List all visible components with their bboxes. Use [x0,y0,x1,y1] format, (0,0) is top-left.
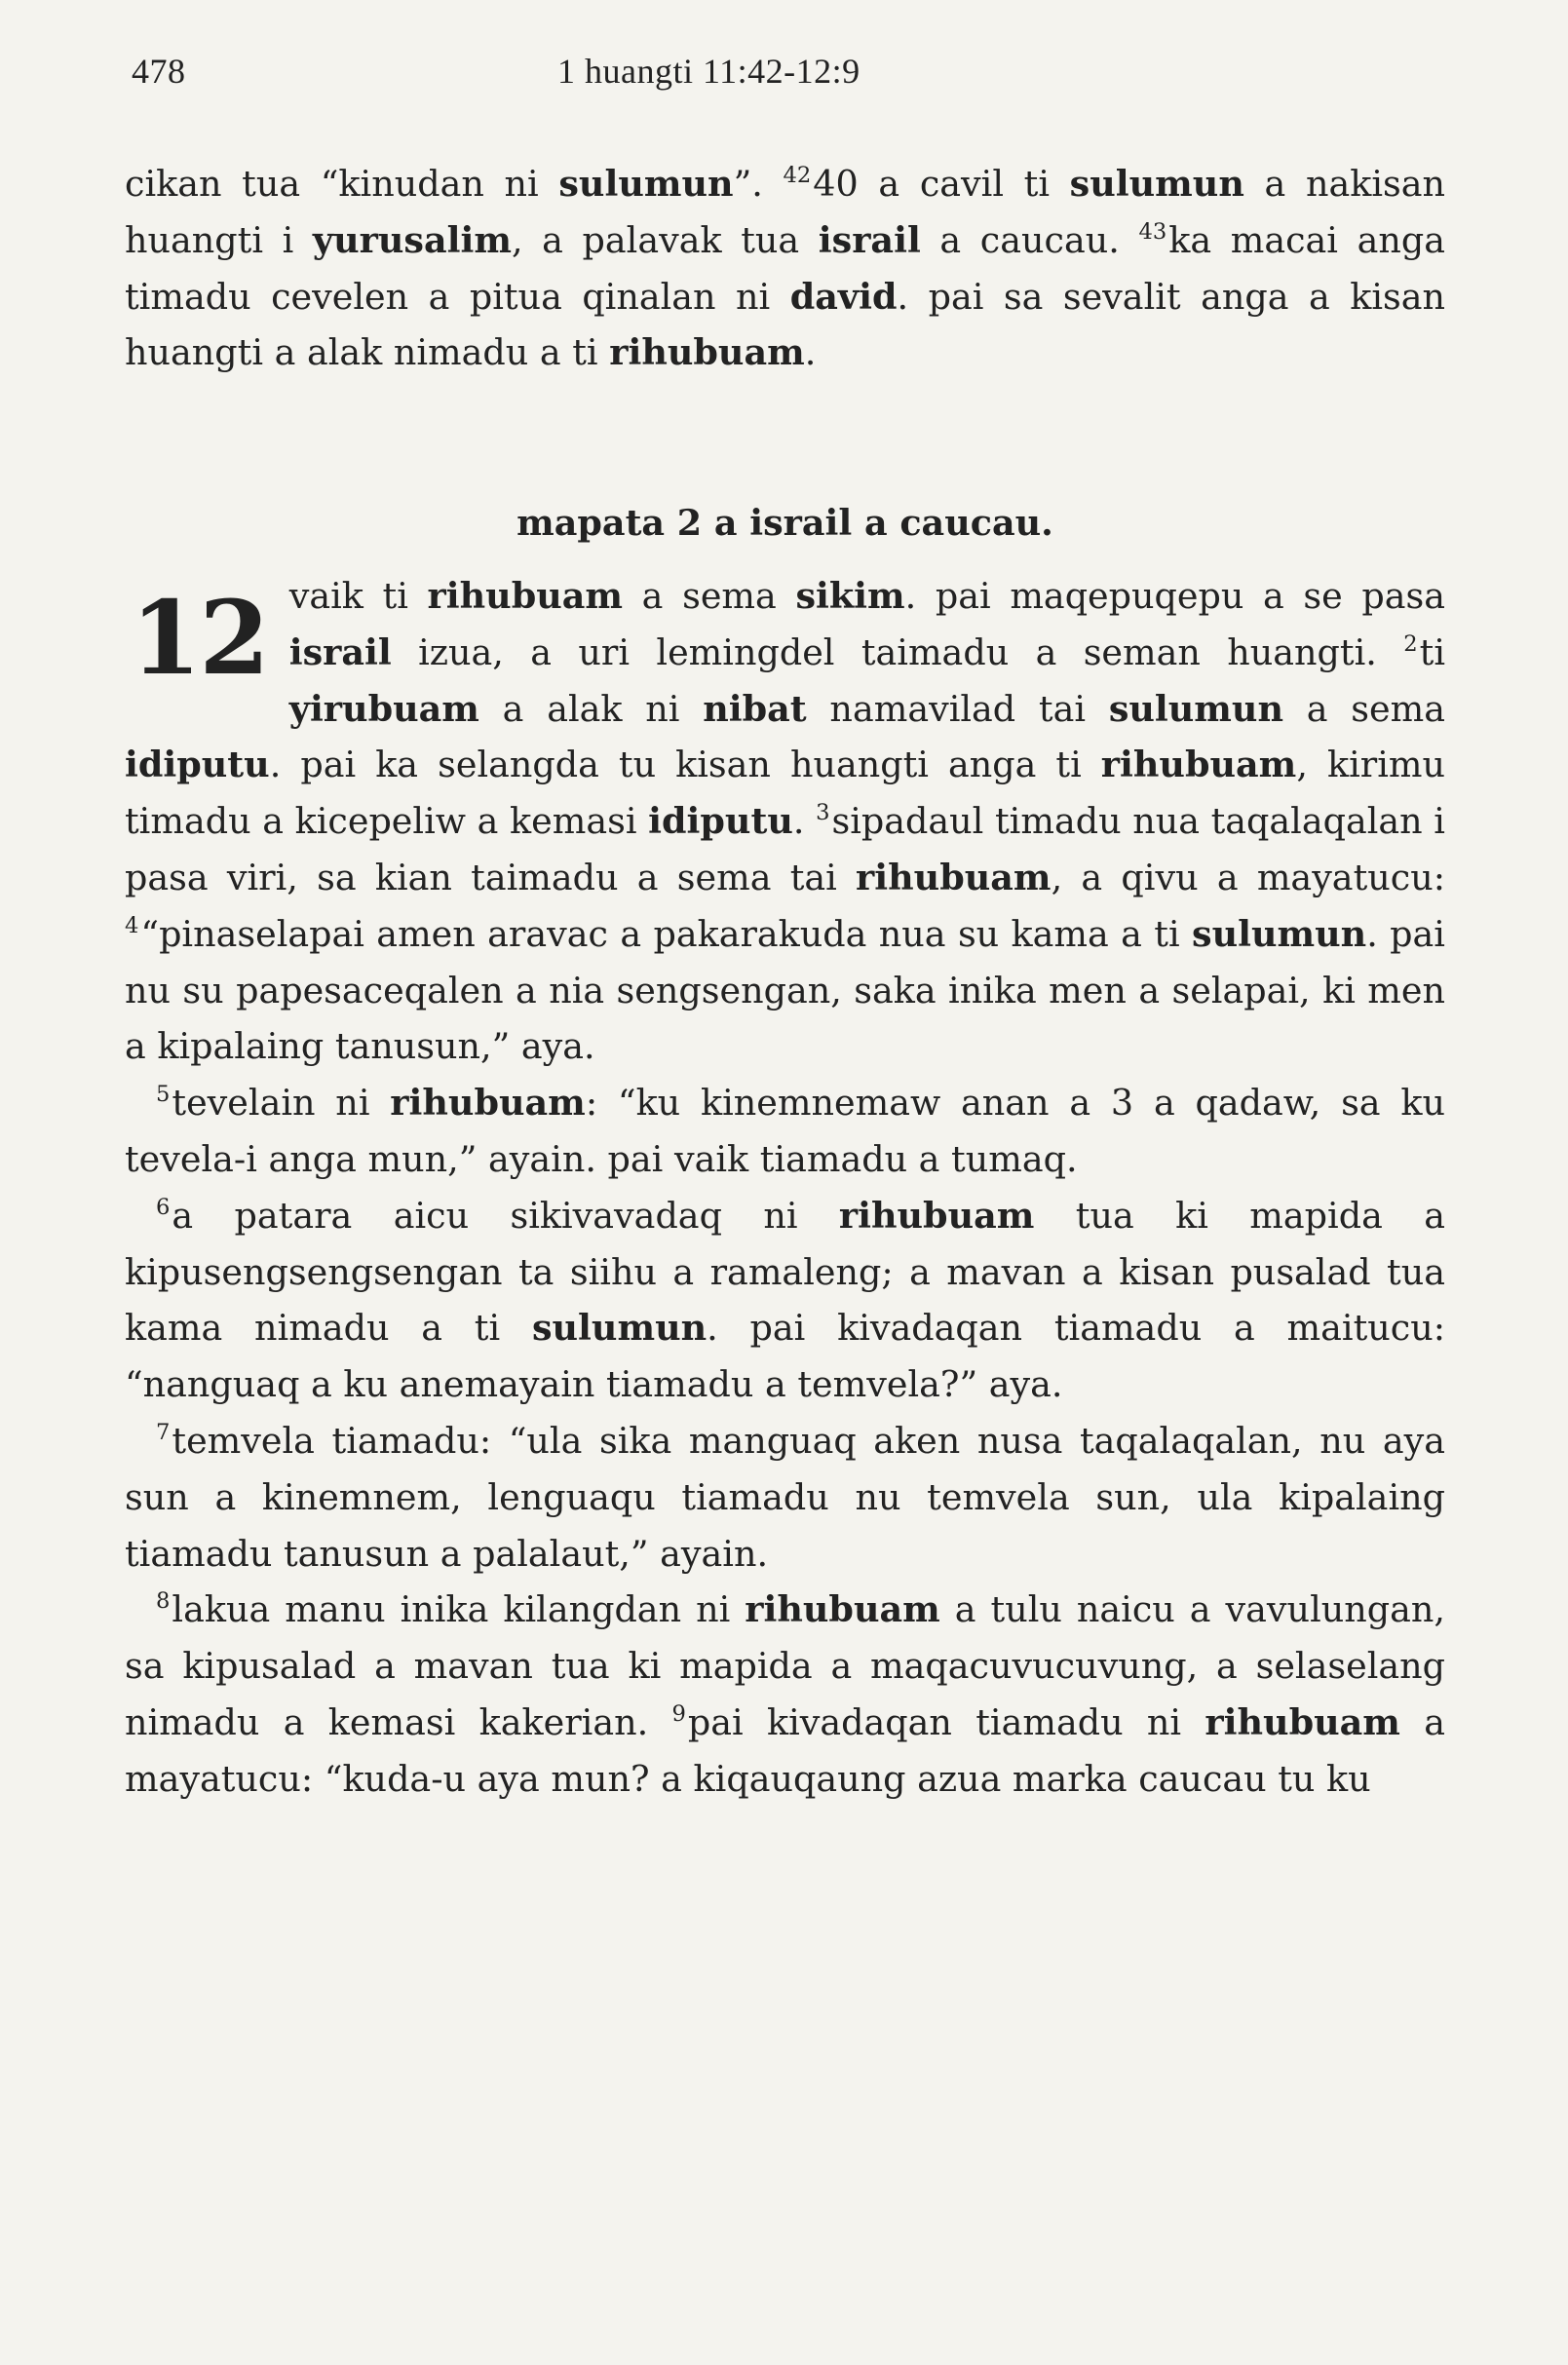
text-segment: namavilad tai [806,687,1109,730]
verse-number: 5 [156,1082,171,1108]
text-segment: a tulu naicu a vavulungan, sa kipusalad a mavan tua ki mapida a maqacuvucuvung, a selaselang nimadu a kemasi kakerian. [125,1588,1445,1743]
verse-number: 4 [125,912,139,938]
verse-number: 9 [671,1700,686,1727]
text-segment: tevelain ni [172,1082,391,1125]
proper-name: sikim [795,575,905,617]
text-block-chapter-12 [125,568,1445,1808]
text-segment: . pai kivadaqan tiamadu a maitucu: “nanguaq a ku anemayain tiamadu a temvela?” aya. [125,1307,1446,1406]
proper-name: sulumun [1192,912,1367,955]
proper-name: rihubuam [856,856,1052,898]
text-segment: lakua manu inika kilangdan ni [172,1588,746,1631]
proper-name: rihubuam [838,1194,1035,1237]
paragraph [125,1582,1445,1807]
text-segment: 40 a cavil ti [813,163,1070,205]
proper-name: idiputu [648,800,793,843]
proper-name: nibat [703,687,807,730]
verse-number: 8 [156,1588,171,1615]
proper-name: rihubuam [427,575,624,617]
proper-name: rihubuam [1205,1700,1400,1743]
text-segment: cikan tua “kinudan ni [125,163,559,205]
verse-number: 2 [1403,630,1418,657]
proper-name: israil [818,218,921,261]
proper-name: rihubuam [609,331,805,374]
text-segment: . pai sa sevalit anga a kisan huangti a alak nimadu a ti [125,275,1445,374]
verse-number: 42 [783,162,812,188]
text-segment: ti [1419,630,1445,673]
section-title: mapata 2 a israil a caucau. [516,502,1053,544]
proper-name: rihubuam [1100,744,1297,786]
text-segment: : “ku kinemnemaw anan a 3 a qadaw, sa ku tevela-i anga mun,” ayain. pai vaik tiamadu a tumaq. [125,1082,1445,1180]
text-segment: . [804,331,817,374]
text-segment: tua ki mapida a kipusengsengsengan ta siihu a ramaleng; a mavan a kisan pusalad tua kama nimadu a ti [125,1194,1445,1350]
verse-number: 6 [156,1194,171,1220]
paragraph [125,1413,1445,1582]
text-segment: ”. [733,163,784,205]
text-segment: a alak ni [478,687,704,730]
paragraph [125,1075,1445,1188]
text-segment: , a palavak tua [511,218,819,261]
paragraph [125,568,1445,1075]
text-segment: . pai nu su papesaceqalen a nia sengsengan, saka inika men a selapai, ki men a kipalaing tanusun,” aya. [125,912,1445,1068]
text-segment: . [792,800,817,843]
proper-name: sulumun [1069,163,1244,205]
text-segment: sipadaul timadu nua taqalaqalan i pasa viri, sa kian taimadu a sema tai [125,800,1445,898]
text-segment: temvela tiamadu: “ula sika manguaq aken nusa taqalaqalan, nu aya sun a kinemnem, lenguaqu tiamadu nu temvela sun, ula kipalaing tiamadu tanusun a palalaut,” ayain. [125,1419,1445,1575]
proper-name: rihubuam [745,1588,940,1631]
proper-name: idiputu [125,744,270,786]
proper-name: rihubuam [390,1082,586,1125]
proper-name: sulumun [531,1307,708,1350]
page-number: 478 [132,52,186,91]
text-segment: vaik ti [288,575,428,617]
paragraph [125,156,1445,381]
verse-number: 3 [816,800,830,826]
text-segment: a mayatucu: “kuda-u aya mun? a kiqauqaung azua marka caucau tu ku [125,1700,1445,1800]
text-segment: a nakisan huangti i [125,163,1446,261]
text-segment: “pinaselapai amen aravac a pakarakuda nua su kama a ti [140,912,1193,955]
running-head: 1 huangti 11:42-12:9 [557,52,860,91]
proper-name: yurusalim [312,218,512,261]
text-segment: , kirimu timadu a kicepeliw a kemasi [125,744,1445,843]
text-segment: a caucau. [920,218,1139,261]
text-segment: ka macai anga timadu cevelen a pitua qinalan ni [125,218,1445,318]
proper-name: israil [288,630,392,673]
verse-number: 7 [156,1419,171,1445]
text-segment: . pai ka selangda tu kisan huangti anga ti [269,744,1101,786]
text-segment: . pai maqepuqepu a se pasa [904,575,1445,617]
proper-name: yirubuam [288,687,479,730]
proper-name: sulumun [558,163,734,205]
text-segment: , a qivu a mayatucu: [1051,856,1445,898]
proper-name: sulumun [1108,687,1283,730]
chapter-number: 12 [131,578,268,698]
text-segment: a sema [1283,687,1445,730]
verse-number: 43 [1138,218,1167,245]
text-segment: a sema [623,575,796,617]
text-segment: pai kivadaqan tiamadu ni [687,1700,1205,1743]
text-segment: izua, a uri lemingdel taimadu a seman huangti. [391,630,1404,673]
text-segment: a patara aicu sikivavadaq ni [172,1194,839,1237]
paragraph [125,1188,1445,1413]
proper-name: david [789,275,898,318]
text-block-before-section [125,156,1445,381]
